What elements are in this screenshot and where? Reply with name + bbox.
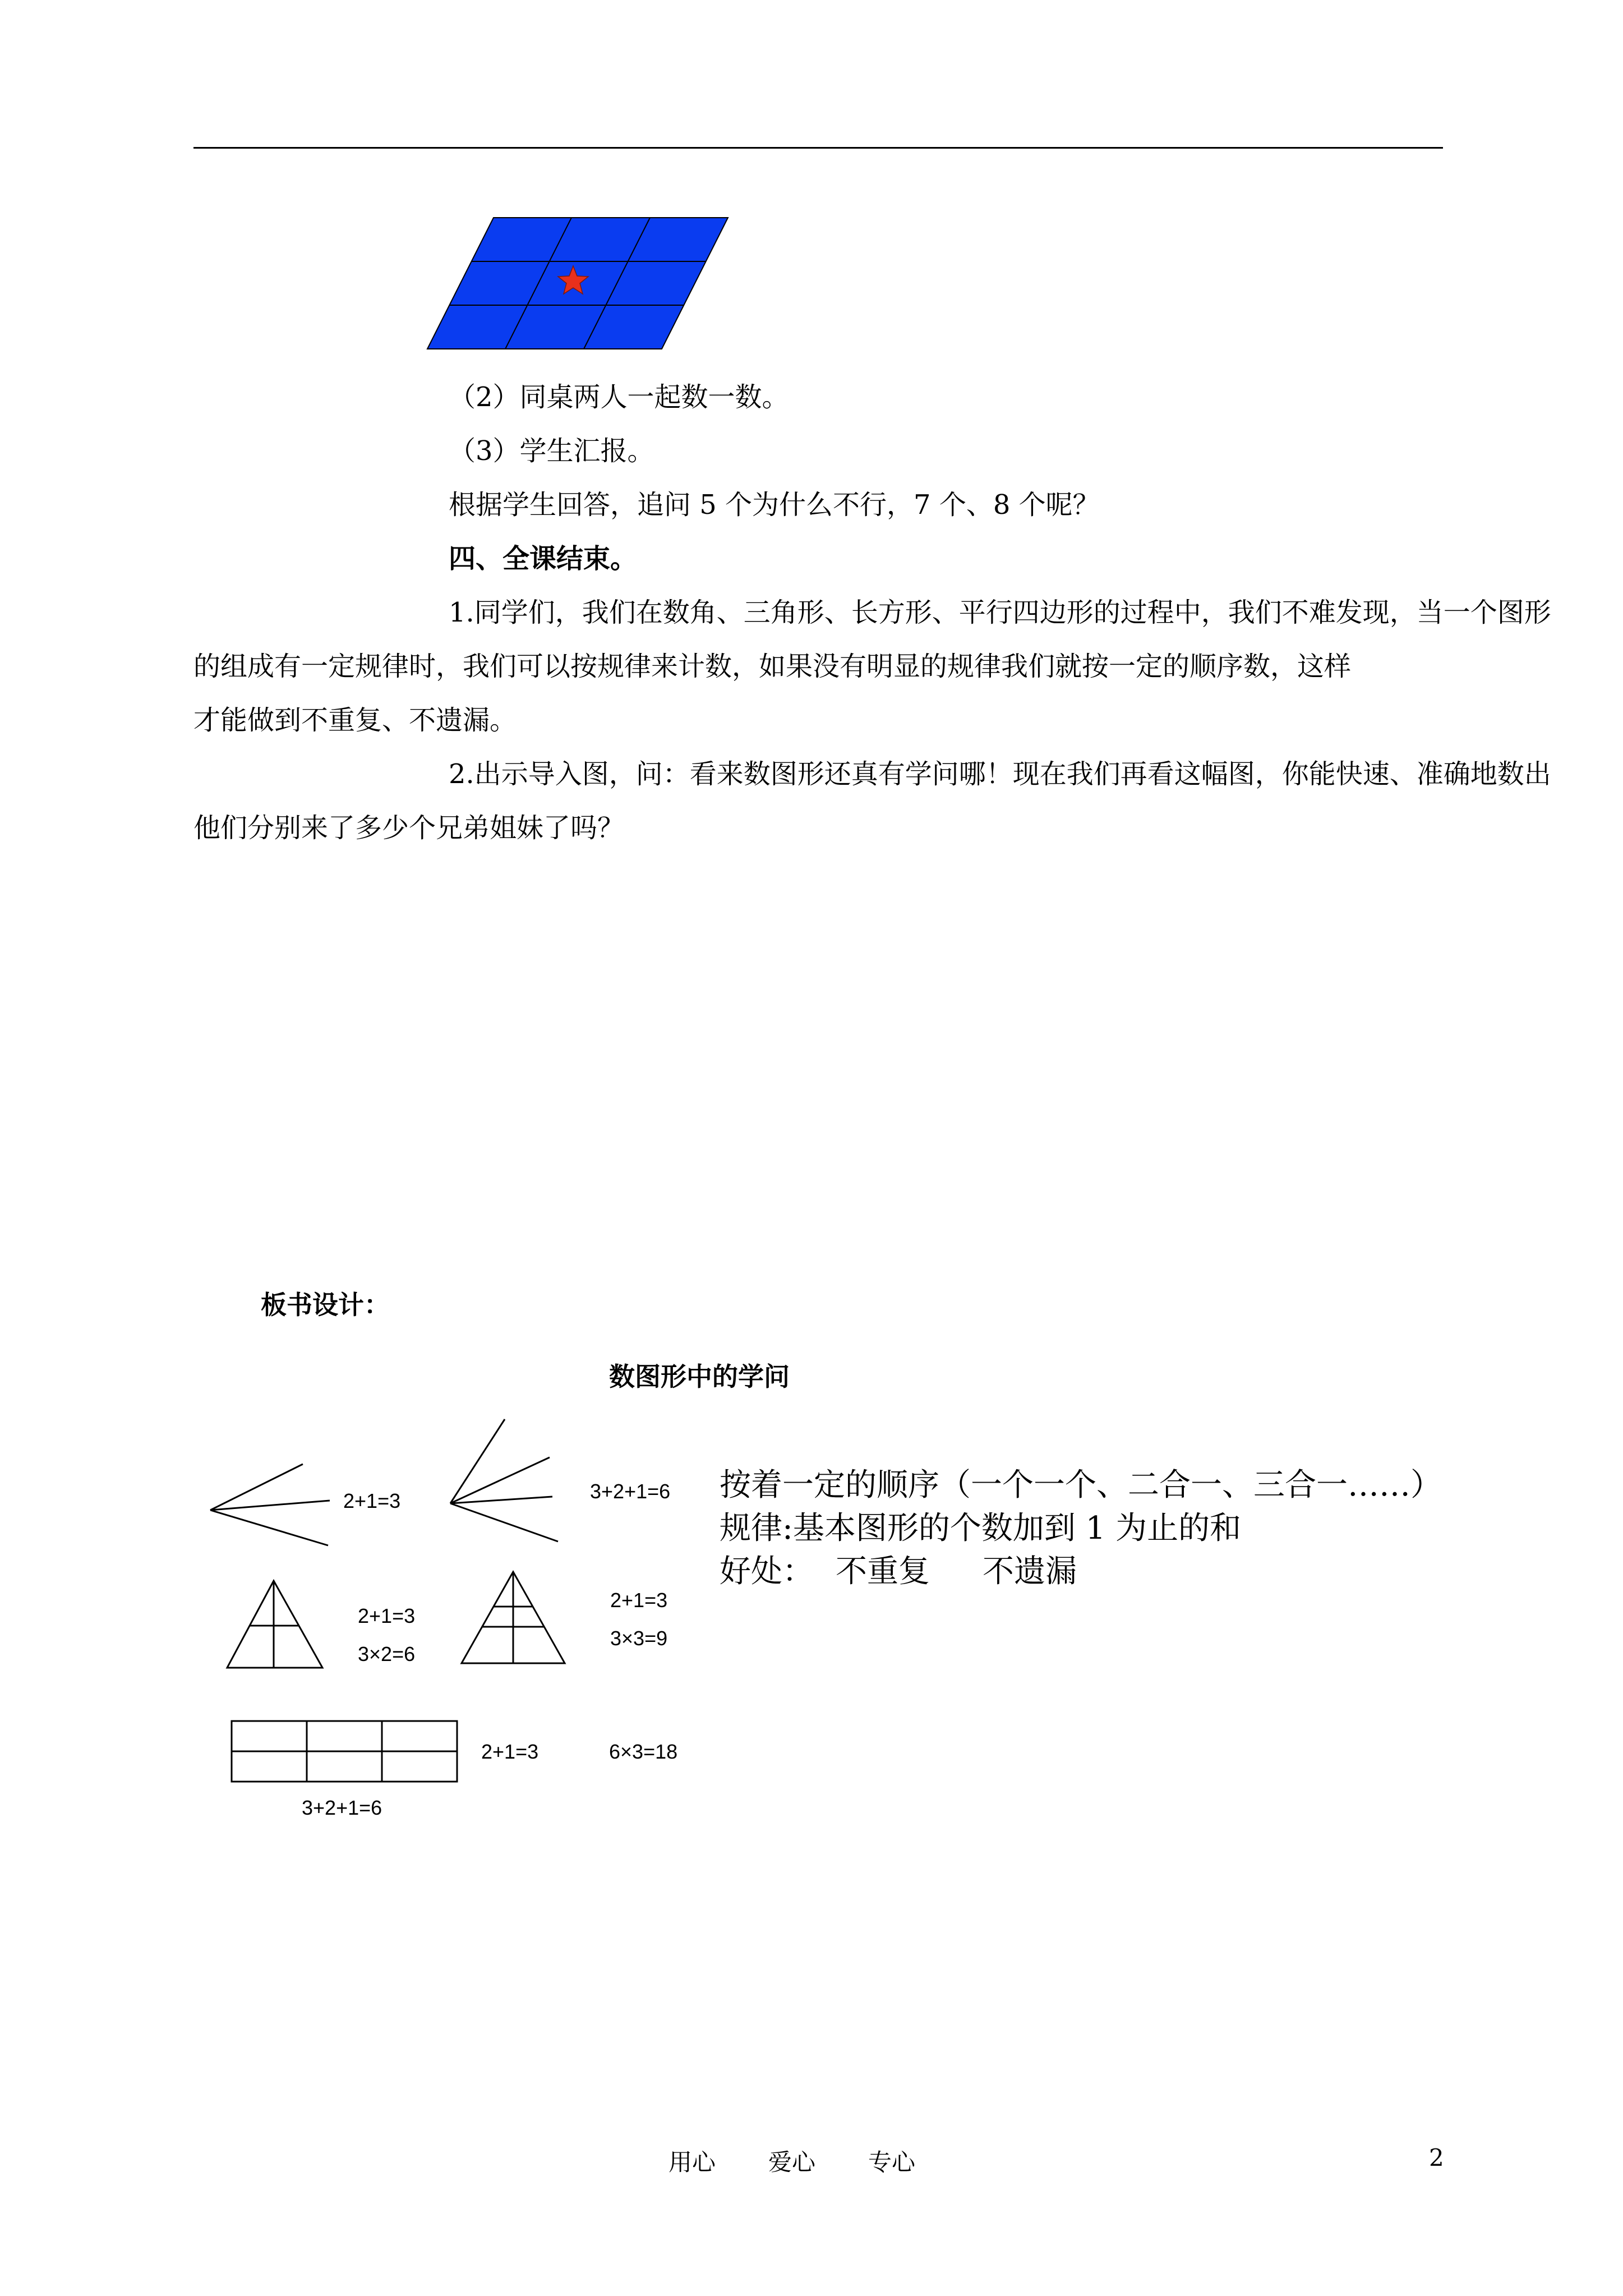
rule-order-text: 按着一定的顺序（一个一个、二合一、三合一……） xyxy=(720,1467,1442,1503)
rectangle-formula-below: 3+2+1=6 xyxy=(302,1796,382,1819)
point-1-line-2: 的组成有一定规律时，我们可以按规律来计数，如果没有明显的规律我们就按一定的顺序数，这样 xyxy=(193,651,1352,682)
rectangle-formula-product: 6×3=18 xyxy=(609,1740,678,1763)
angle-figure-2 xyxy=(450,1419,558,1542)
followup-question: 根据学生回答，追问 5 个为什么不行，7 个、8 个呢？ xyxy=(449,489,1100,521)
rectangle-figure xyxy=(232,1721,457,1782)
angle-figure-1 xyxy=(210,1464,330,1545)
triangle-1-formula-2: 3×2=6 xyxy=(358,1642,416,1665)
footer-motto-1: 用心 xyxy=(668,2148,716,2176)
rule-benefit-no-repeat: 不重复 xyxy=(836,1553,930,1590)
angle-2-formula: 3+2+1=6 xyxy=(590,1480,671,1503)
footer-motto-2: 爱心 xyxy=(768,2148,816,2176)
triangle-figure-2 xyxy=(462,1572,565,1663)
point-2-line-1: 2.出示导入图，问：看来数图形还真有学问哪！现在我们再看这幅图，你能快速、准确地数出 xyxy=(449,758,1551,790)
triangle-figure-1 xyxy=(227,1581,322,1668)
triangle-1-formula-1: 2+1=3 xyxy=(358,1604,416,1627)
rectangle-formula-right: 2+1=3 xyxy=(481,1740,539,1763)
footer-motto-3: 专心 xyxy=(868,2148,916,2176)
angle-1-formula: 2+1=3 xyxy=(343,1489,401,1512)
board-title: 数图形中的学问 xyxy=(609,1362,790,1391)
rule-benefit-label: 好处： xyxy=(720,1553,814,1590)
triangle-2-formula-2: 3×3=9 xyxy=(610,1627,668,1650)
board-design-heading: 板书设计： xyxy=(261,1290,390,1320)
page-number: 2 xyxy=(1429,2144,1444,2171)
point-1-line-1: 1.同学们，我们在数角、三角形、长方形、平行四边形的过程中，我们不难发现，当一个图形 xyxy=(449,597,1551,628)
triangle-2-formula-1: 2+1=3 xyxy=(610,1589,668,1612)
point-2-line-2: 他们分别来了多少个兄弟姐妹了吗？ xyxy=(193,812,625,844)
rule-benefit-no-omit: 不遗漏 xyxy=(983,1553,1077,1590)
step-3-text: （3）学生汇报。 xyxy=(449,435,654,467)
point-1-line-3: 才能做到不重复、不遗漏。 xyxy=(193,705,517,736)
section-4-heading: 四、全课结束。 xyxy=(449,543,638,574)
rule-pattern-text: 规律:基本图形的个数加到 1 为止的和 xyxy=(720,1510,1242,1547)
step-2-text: （2）同桌两人一起数一数。 xyxy=(449,381,789,413)
